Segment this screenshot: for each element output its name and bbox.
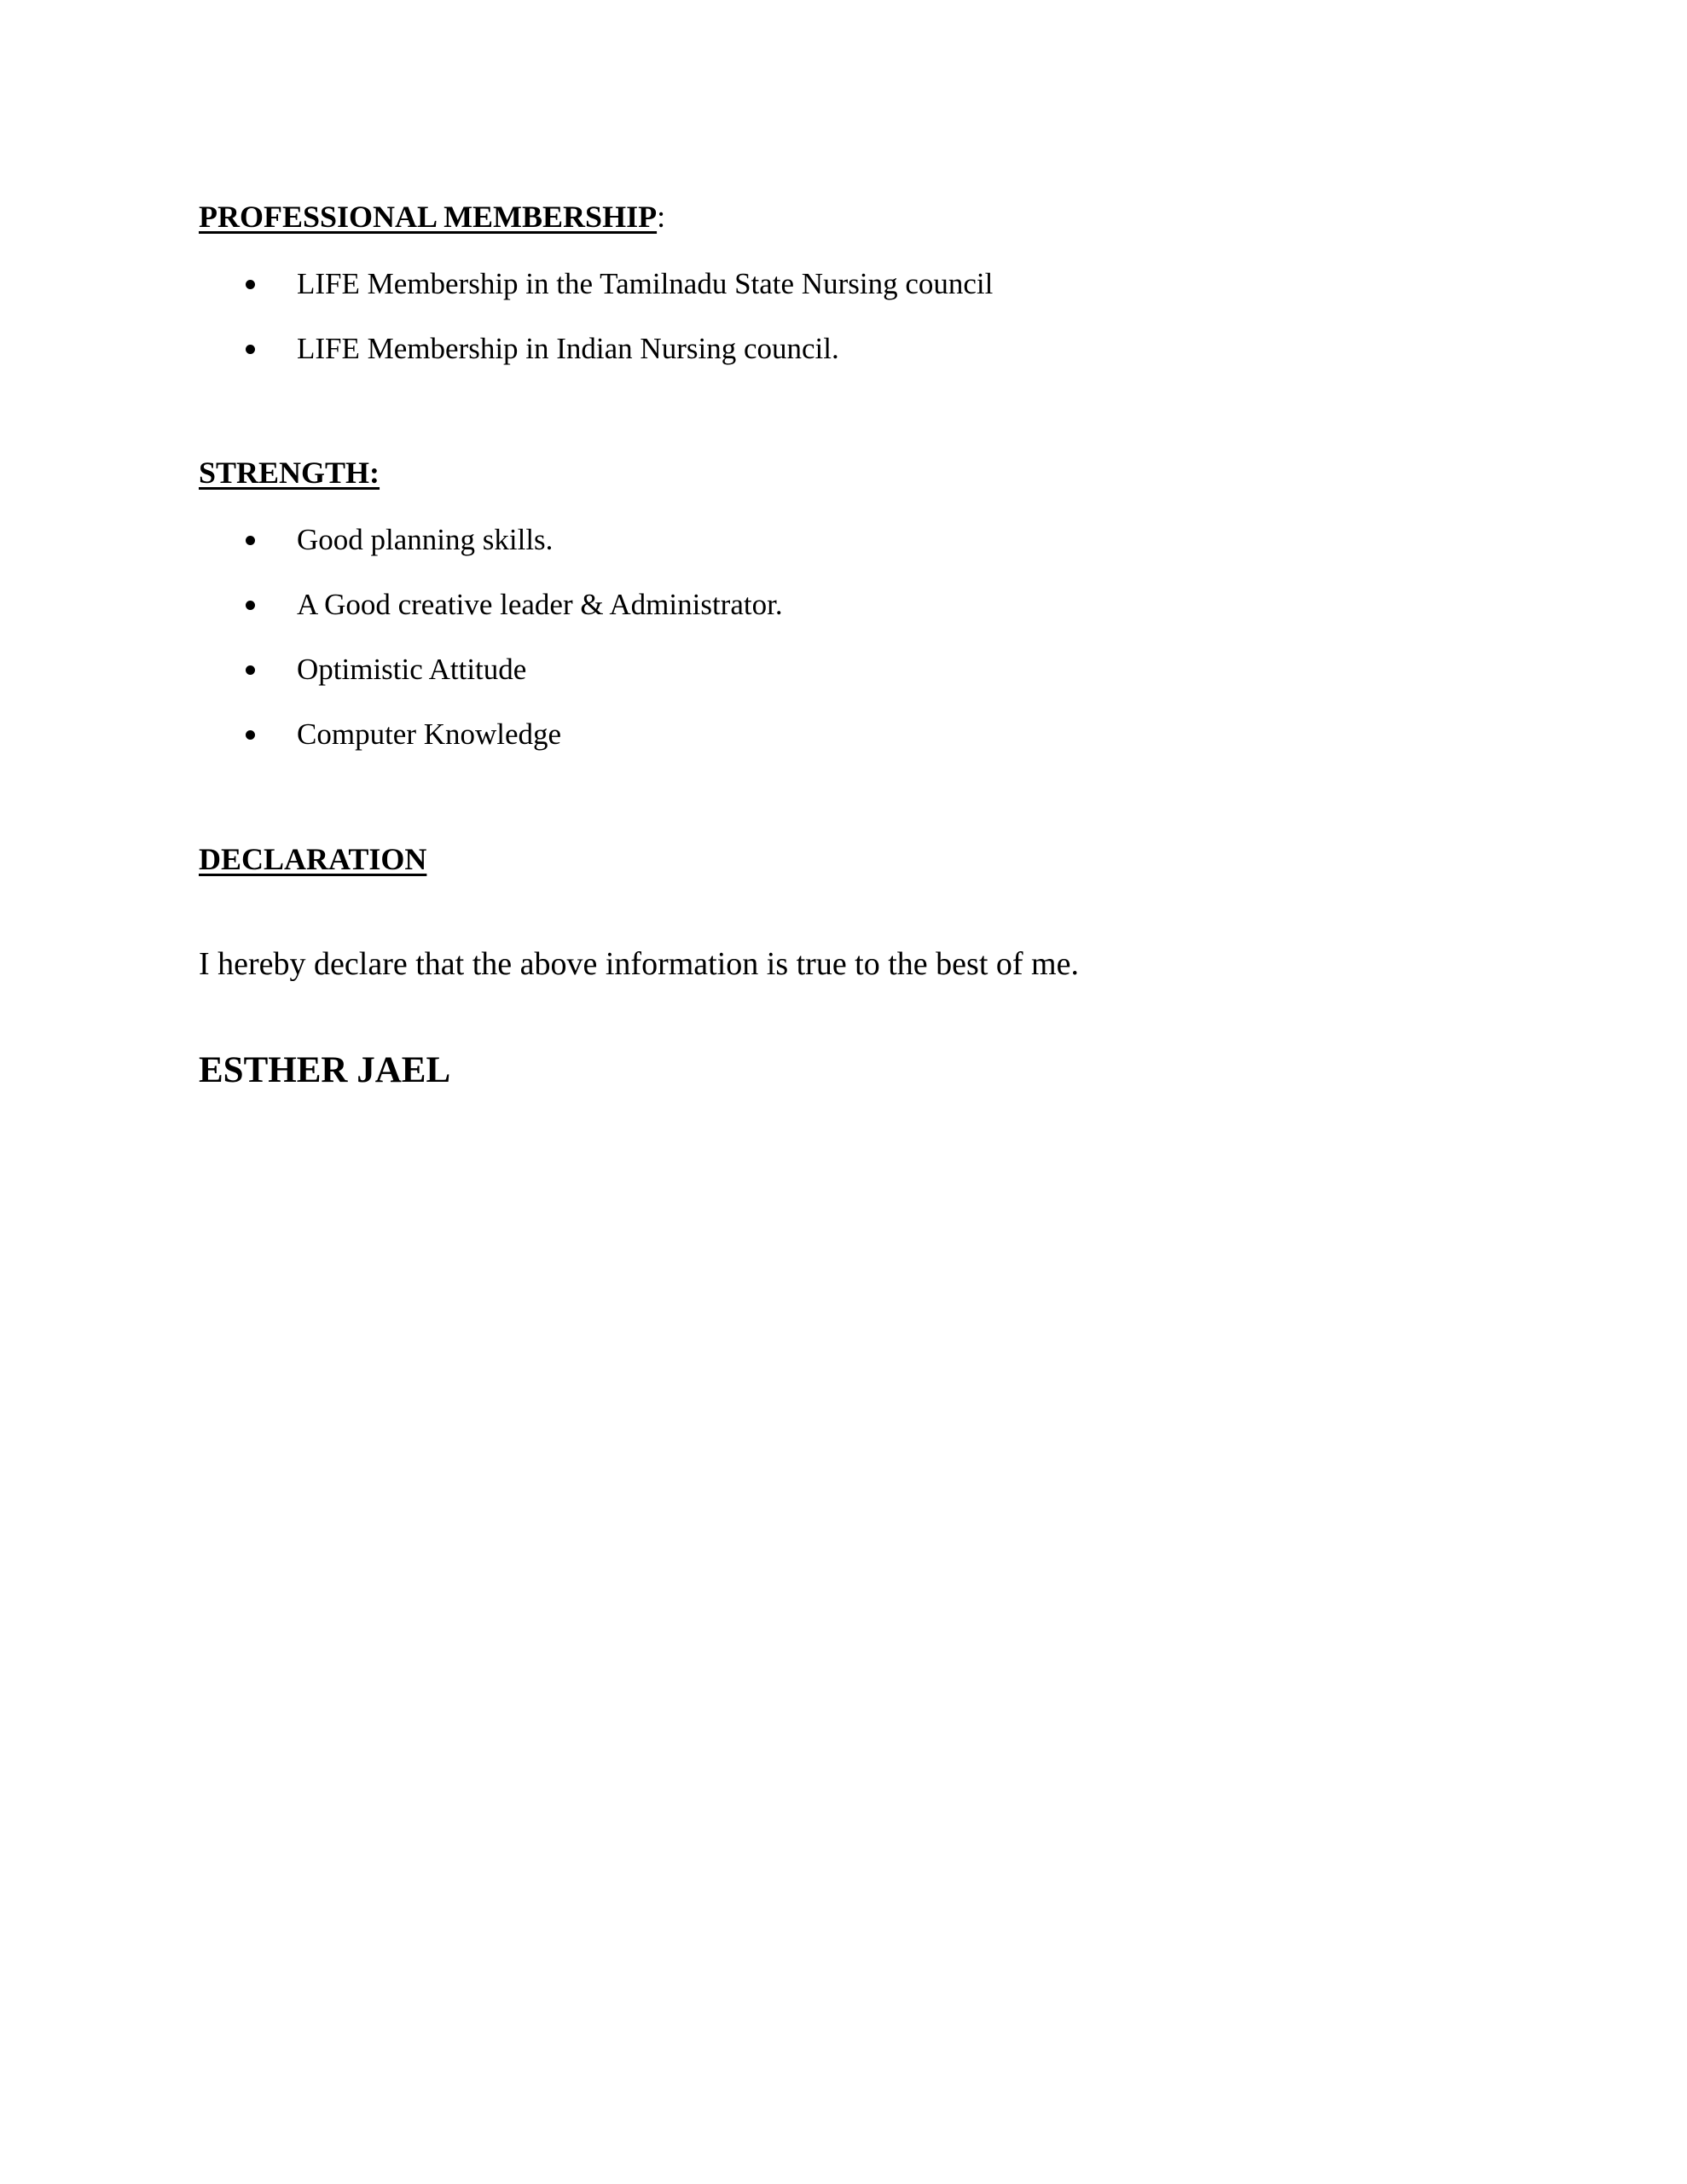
bullet-icon xyxy=(246,601,255,610)
bullet-icon xyxy=(246,345,255,354)
membership-heading xyxy=(199,199,665,235)
membership-item-text: LIFE Membership in Indian Nursing council. xyxy=(297,332,839,365)
strength-item-text: Optimistic Attitude xyxy=(297,653,527,686)
bullet-icon xyxy=(246,665,255,675)
membership-heading-suffix: : xyxy=(657,200,666,234)
signature-name: ESTHER JAEL xyxy=(199,1050,451,1090)
declaration-heading-text: DECLARATION xyxy=(199,842,427,876)
declaration-heading xyxy=(199,841,426,877)
bullet-icon xyxy=(246,730,255,740)
strength-heading xyxy=(199,455,380,491)
strength-item-text: Computer Knowledge xyxy=(297,717,562,751)
declaration-text: I hereby declare that the above information is true to the best of me. xyxy=(199,946,1079,982)
strength-item-text: Good planning skills. xyxy=(297,523,554,556)
strength-heading-text: STRENGTH: xyxy=(199,456,380,490)
membership-heading-text: PROFESSIONAL MEMBERSHIP xyxy=(199,200,658,234)
strength-item-text: A Good creative leader & Administrator. xyxy=(297,588,783,621)
membership-item-text: LIFE Membership in the Tamilnadu State Nursing council xyxy=(297,267,994,300)
bullet-icon xyxy=(246,280,255,289)
bullet-icon xyxy=(246,536,255,545)
